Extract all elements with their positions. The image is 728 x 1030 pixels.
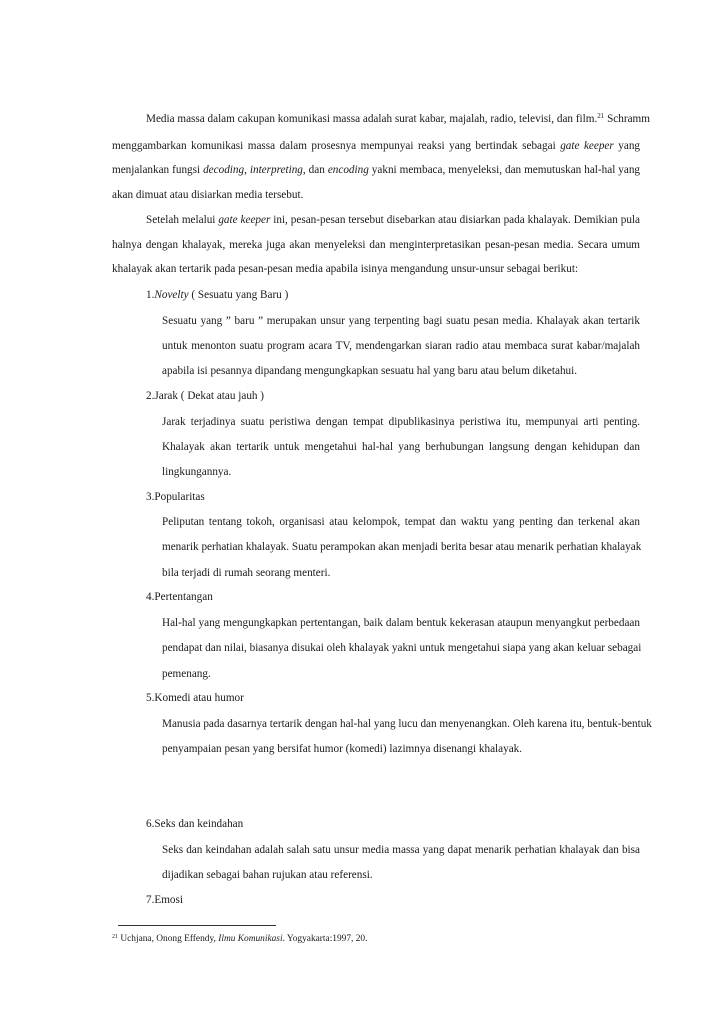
list-item-4-line-1: Hal-hal yang mengungkapkan pertentangan, baik dalam bentuk kekerasan ataupun menyangkut perbedaan — [162, 617, 640, 629]
paragraph-1-line-4: akan dimuat atau disiarkan media tersebut. — [112, 189, 304, 201]
list-item-1-line-3: apabila isi pesannya dipandang mengungkapkan sesuatu hal yang baru atau belum diketahui. — [162, 365, 578, 377]
list-item-2-line-1: Jarak terjadinya suatu peristiwa dengan tempat dipublikasinya peristiwa itu, mempunyai arti penting. — [162, 416, 640, 428]
list-item-2-line-2: Khalayak akan tertarik untuk mengetahui hal-hal yang berhubungan langsung dengan kehidupan dan — [162, 441, 640, 453]
list-item-3-line-1: Peliputan tentang tokoh, organisasi atau kelompok, tempat dan waktu yang penting dan terkenal akan — [162, 516, 640, 528]
list-item-5-line-2: penyampaian pesan yang bersifat humor (komedi) lazimnya disenangi khalayak. — [162, 743, 523, 755]
list-item-heading-2: 2.Jarak ( Dekat atau jauh ) — [146, 390, 265, 402]
list-item-2-line-3: lingkungannya. — [162, 466, 232, 478]
list-item-4-line-2: pendapat dan nilai, biasanya disukai oleh khalayak yakni untuk mengetahui siapa yang akan keluar sebagai — [162, 642, 642, 654]
list-item-heading-1: 1.Novelty ( Sesuatu yang Baru ) — [146, 289, 289, 301]
list-item-heading-3: 3.Popularitas — [146, 491, 205, 503]
paragraph-1-line-1: Media massa dalam cakupan komunikasi massa adalah surat kabar, majalah, radio, televisi, dan film.$^{21}$ Schramm — [146, 112, 650, 125]
footnote-ref: 21 — [597, 112, 605, 120]
footnote-divider — [118, 925, 276, 926]
paragraph-2-line-3: khalayak akan tertarik pada pesan-pesan media apabila isinya mengandung unsur-unsur sebagai berikut: — [112, 263, 579, 275]
paragraph-1-line-2: menggambarkan komunikasi massa dalam prosesnya mempunyai reaksi yang bertindak sebagai gate keeper yang — [112, 140, 641, 152]
footnote: $^{21}$ Uchjana, Onong Effendy, Ilmu Komunikasi. Yogyakarta:1997, 20. — [112, 934, 368, 944]
paragraph-2-line-2: halnya dengan khalayak, mereka juga akan menyeleksi dan menginterpretasikan pesan-pesan media. Secara umum — [112, 239, 640, 251]
list-item-1-line-1: Sesuatu yang ” baru ” merupakan unsur yang terpenting bagi suatu pesan media. Khalayak akan tertarik — [162, 315, 640, 327]
list-item-1-line-2: untuk menonton suatu program acara TV, mendengarkan siaran radio atau membaca surat kabar/majalah — [162, 340, 640, 352]
list-item-5-line-1: Manusia pada dasarnya tertarik dengan hal-hal yang lucu dan menyenangkan. Oleh karena itu, bentuk-bentuk — [162, 718, 652, 730]
list-item-heading-7: 7.Emosi — [146, 894, 183, 906]
list-item-heading-4: 4.Pertentangan — [146, 591, 213, 603]
paragraph-1-line-3: menjalankan fungsi decoding, interpreting, dan encoding yakni membaca, menyeleksi, dan memutuskan hal-hal yang — [112, 164, 641, 176]
list-item-4-line-3: pemenang. — [162, 668, 211, 680]
list-item-3-line-3: bila terjadi di rumah seorang menteri. — [162, 567, 331, 579]
paragraph-2-line-1: Setelah melalui gate keeper ini, pesan-pesan tersebut disebarkan atau disiarkan pada khalayak. Demikian pula — [146, 214, 640, 226]
list-item-6-line-1: Seks dan keindahan adalah salah satu unsur media massa yang dapat menarik perhatian khalayak dan bisa — [162, 844, 640, 856]
list-item-3-line-2: menarik perhatian khalayak. Suatu perampokan akan menjadi berita besar atau menarik perhatian khalayak — [162, 541, 642, 553]
list-item-6-line-2: dijadikan sebagai bahan rujukan atau referensi. — [162, 869, 373, 881]
list-item-heading-5: 5.Komedi atau humor — [146, 692, 244, 704]
list-item-heading-6: 6.Seks dan keindahan — [146, 818, 244, 830]
